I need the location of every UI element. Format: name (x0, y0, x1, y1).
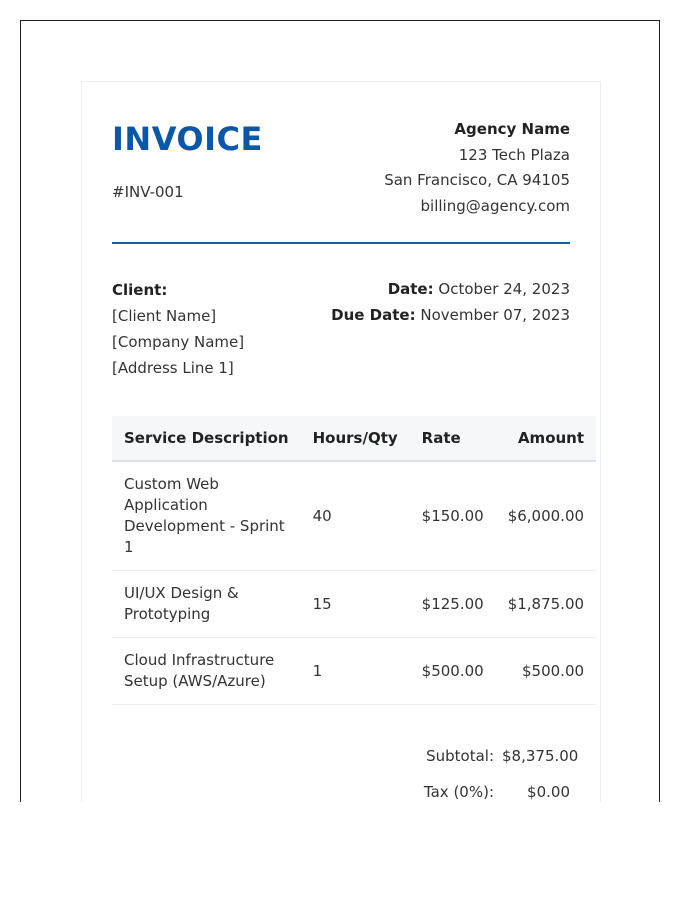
table-row (112, 638, 596, 705)
table-header-row (112, 416, 596, 461)
row-description: UI/UX Design & Prototyping (112, 571, 301, 638)
due-date-line (331, 303, 570, 329)
table-row (112, 571, 596, 638)
invoice-dates (331, 277, 570, 328)
row-amount: $6,000.00 (496, 461, 596, 571)
client-company: [Company Name] (112, 333, 245, 351)
header-description: Service Description (112, 416, 301, 461)
invoice-number: #INV-001 (112, 183, 184, 201)
agency-name: Agency Name (454, 120, 570, 138)
row-qty: 15 (301, 571, 410, 638)
row-rate: $500.00 (410, 638, 496, 705)
client-name: [Client Name] (112, 307, 217, 325)
invoice-card (81, 81, 601, 802)
line-items-table (112, 416, 596, 705)
agency-email: billing@agency.com (420, 196, 570, 215)
date-label: Date: (387, 280, 434, 298)
header-rate: Rate (410, 416, 496, 461)
tax-label: Tax (0%): (423, 783, 494, 801)
subtotal-row (382, 738, 579, 774)
client-address: [Address Line 1] (112, 359, 234, 377)
due-date-label: Due Date: (331, 305, 416, 324)
header-divider (112, 242, 570, 244)
totals-section (382, 738, 579, 802)
client-label: Client: (112, 281, 168, 299)
tax-value: $0.00 (527, 783, 570, 801)
invoice-date-line (331, 277, 570, 303)
row-qty: 1 (301, 638, 410, 705)
header-amount: Amount (496, 416, 596, 461)
client-info (112, 277, 244, 381)
row-amount: $500.00 (496, 638, 596, 705)
subtotal-label: Subtotal: (426, 747, 494, 765)
agency-city: San Francisco, CA 94105 (384, 171, 570, 189)
table-row (112, 461, 596, 571)
subtotal-value: $8,375.00 (502, 747, 579, 765)
row-qty: 40 (301, 461, 410, 571)
agency-info (384, 117, 570, 219)
row-rate: $125.00 (410, 571, 496, 638)
row-description: Cloud Infrastructure Setup (AWS/Azure) (112, 638, 301, 705)
row-rate: $150.00 (410, 461, 496, 571)
due-date-value: November 07, 2023 (420, 305, 570, 324)
invoice-title: INVOICE (112, 120, 263, 158)
header-qty: Hours/Qty (301, 416, 410, 461)
row-description: Custom Web Application Development - Sprint 1 (112, 461, 301, 571)
agency-street: 123 Tech Plaza (458, 145, 570, 164)
date-value: October 24, 2023 (438, 280, 570, 298)
row-amount: $1,875.00 (496, 571, 596, 638)
tax-row (382, 774, 570, 802)
document-page (20, 20, 660, 802)
